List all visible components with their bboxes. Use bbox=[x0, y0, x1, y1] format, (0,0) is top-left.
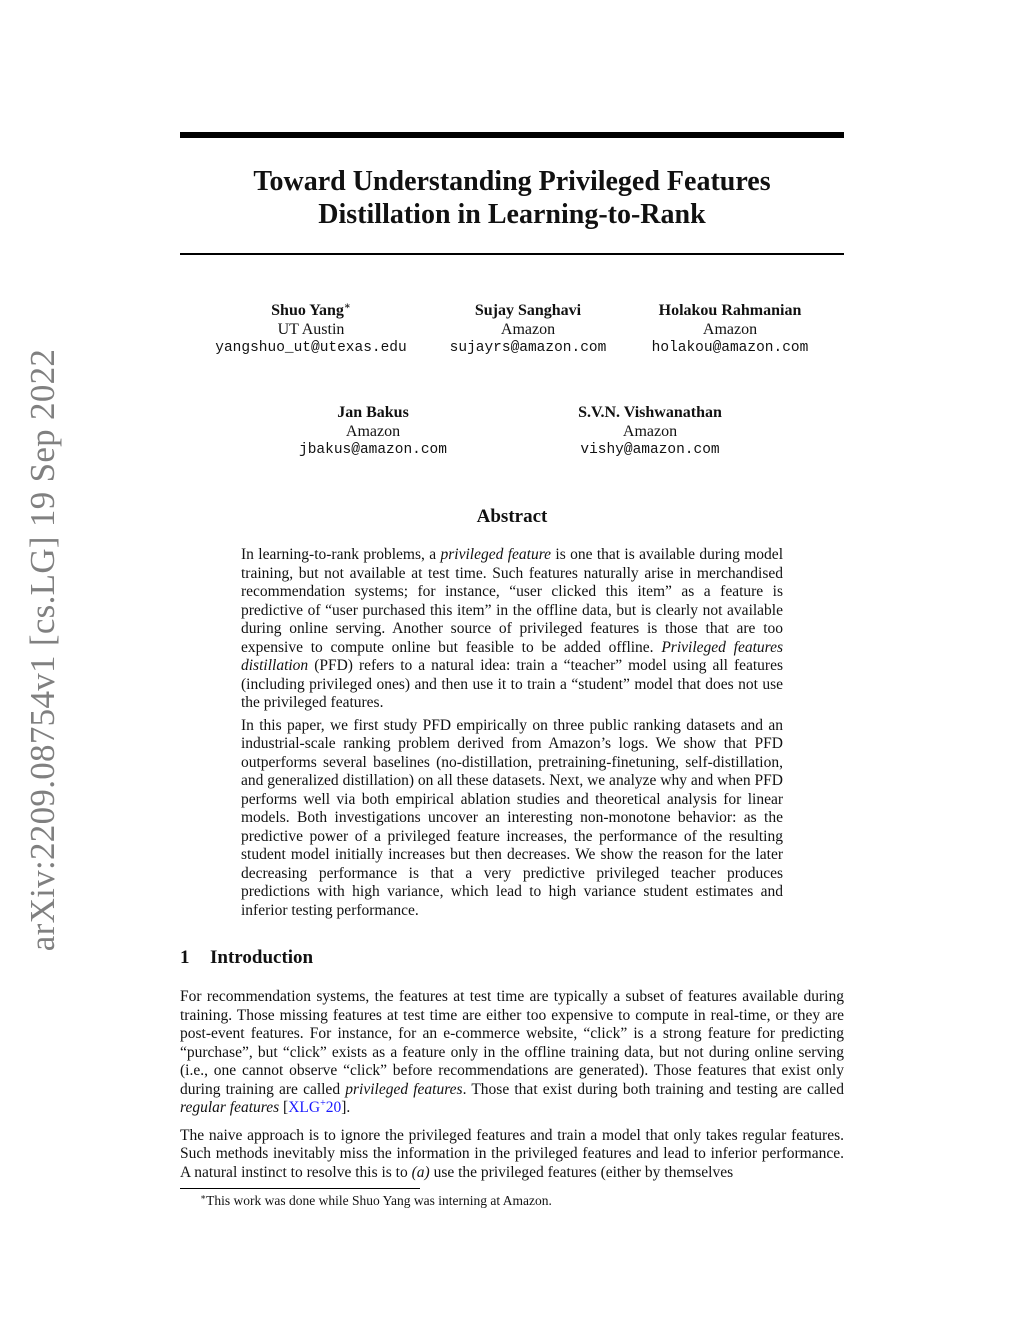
title-rule-bottom bbox=[180, 253, 844, 255]
author-email: holakou@amazon.com bbox=[651, 340, 809, 356]
footnote-text: This work was done while Shuo Yang was interning at Amazon. bbox=[206, 1193, 552, 1208]
author-email: sujayrs@amazon.com bbox=[449, 340, 607, 356]
abstract-paragraph: In learning-to-rank problems, a privileged feature is one that is available during model training, but not available at test time. Such features naturally arise in merchandised recommendation systems; for instance, “user clicked this item” as a feature is predictive of “user purchased this item” in the offline data, but is clearly not available during online serving. Another source of privileged features is those that are too expensive to compute online but feasible to be added offline. Privileged features distillation (PFD) refers to a natural idea: train a “teacher” model using all features (including privileged ones) and then use it to train a “student” model that does not use the privileged features. bbox=[241, 546, 784, 711]
author-block bbox=[258, 403, 488, 460]
intro-body bbox=[180, 988, 844, 1191]
paper-title bbox=[180, 165, 844, 231]
author-name: Holakou Rahmanian bbox=[658, 302, 802, 319]
intro-paragraph: For recommendation systems, the features at test time are typically a subset of features available during training. Those missing features at test time are either too expensive to compute in real-time, or they are post-event features. For instance, for an e-commerce website, “click” is a strong feature for predicting “purchase”, but “click” exists as a feature only in the offline training data, but not during online serving (i.e., one cannot observe “click” before recommendations are generated). Those features that exist only during training are called privileged features. Those that exist during both training and testing are called regular features [XLG+20]. bbox=[180, 988, 845, 1116]
author-name: Shuo Yang∗ bbox=[271, 301, 351, 319]
citation-link[interactable]: XLG+20 bbox=[288, 1098, 342, 1116]
author-affiliation: UT Austin bbox=[277, 321, 345, 338]
author-block bbox=[615, 301, 845, 358]
abstract-heading: Abstract bbox=[476, 506, 548, 527]
section-heading bbox=[180, 947, 844, 969]
intro-paragraph: The naive approach is to ignore the privileged features and train a model that only takes regular features. Such methods inevitably miss the information in the privileged features and lead to inferior performance. A natural instinct to resolve this is to (a) use the privileged features (either by themselves bbox=[180, 1126, 844, 1181]
author-footnote-mark: ∗ bbox=[343, 301, 351, 312]
author-affiliation: Amazon bbox=[702, 321, 758, 338]
footnote-mark: ∗ bbox=[200, 1192, 207, 1202]
author-name: S.V.N. Vishwanathan bbox=[578, 404, 722, 421]
author-email: jbakus@amazon.com bbox=[299, 442, 447, 458]
section-number: 1 bbox=[180, 947, 190, 968]
author-name: Sujay Sanghavi bbox=[474, 302, 582, 319]
author-block bbox=[413, 301, 643, 358]
abstract-paragraph: In this paper, we first study PFD empirically on three public ranking datasets and an industrial-scale ranking problem derived from Amazon’s logs. We show that PFD outperforms several baselines (no-distillation, pretraining-finetuning, self-distillation, and generalized distillation) on all these datasets. Next, we analyze why and when PFD performs well via both empirical ablation studies and theoretical analysis for linear models. Both investigations uncover an interesting non-monotone behavior: as the predictive power of a privileged feature increases, the performance of the resulting student model initially increases but then decreases. We show the reason for the later decreasing performance is that a very predictive privileged teacher produces predictions with high variance, which lead to high variance student estimates and inferior testing performance. bbox=[241, 716, 783, 919]
author-email: yangshuo_ut@utexas.edu bbox=[215, 340, 407, 356]
arxiv-id: arXiv:2209.08754v1 [cs.LG] 19 Sep 2022 bbox=[23, 348, 62, 952]
title-line-2: Distillation in Learning-to-Rank bbox=[318, 199, 706, 230]
author-block bbox=[196, 301, 426, 358]
author-email: vishy@amazon.com bbox=[580, 442, 720, 458]
author-affiliation: Amazon bbox=[500, 321, 556, 338]
author-affiliation: Amazon bbox=[345, 423, 401, 440]
footnote-rule bbox=[180, 1188, 420, 1189]
author-name: Jan Bakus bbox=[337, 404, 409, 421]
arxiv-sidebar bbox=[8, 348, 78, 952]
title-line-1: Toward Understanding Privileged Features bbox=[253, 166, 771, 197]
abstract-body bbox=[241, 546, 783, 924]
footnote bbox=[200, 1193, 840, 1209]
author-block bbox=[535, 403, 765, 460]
section-title: Introduction bbox=[210, 947, 314, 968]
author-affiliation: Amazon bbox=[622, 423, 678, 440]
title-rule-top bbox=[180, 132, 844, 138]
